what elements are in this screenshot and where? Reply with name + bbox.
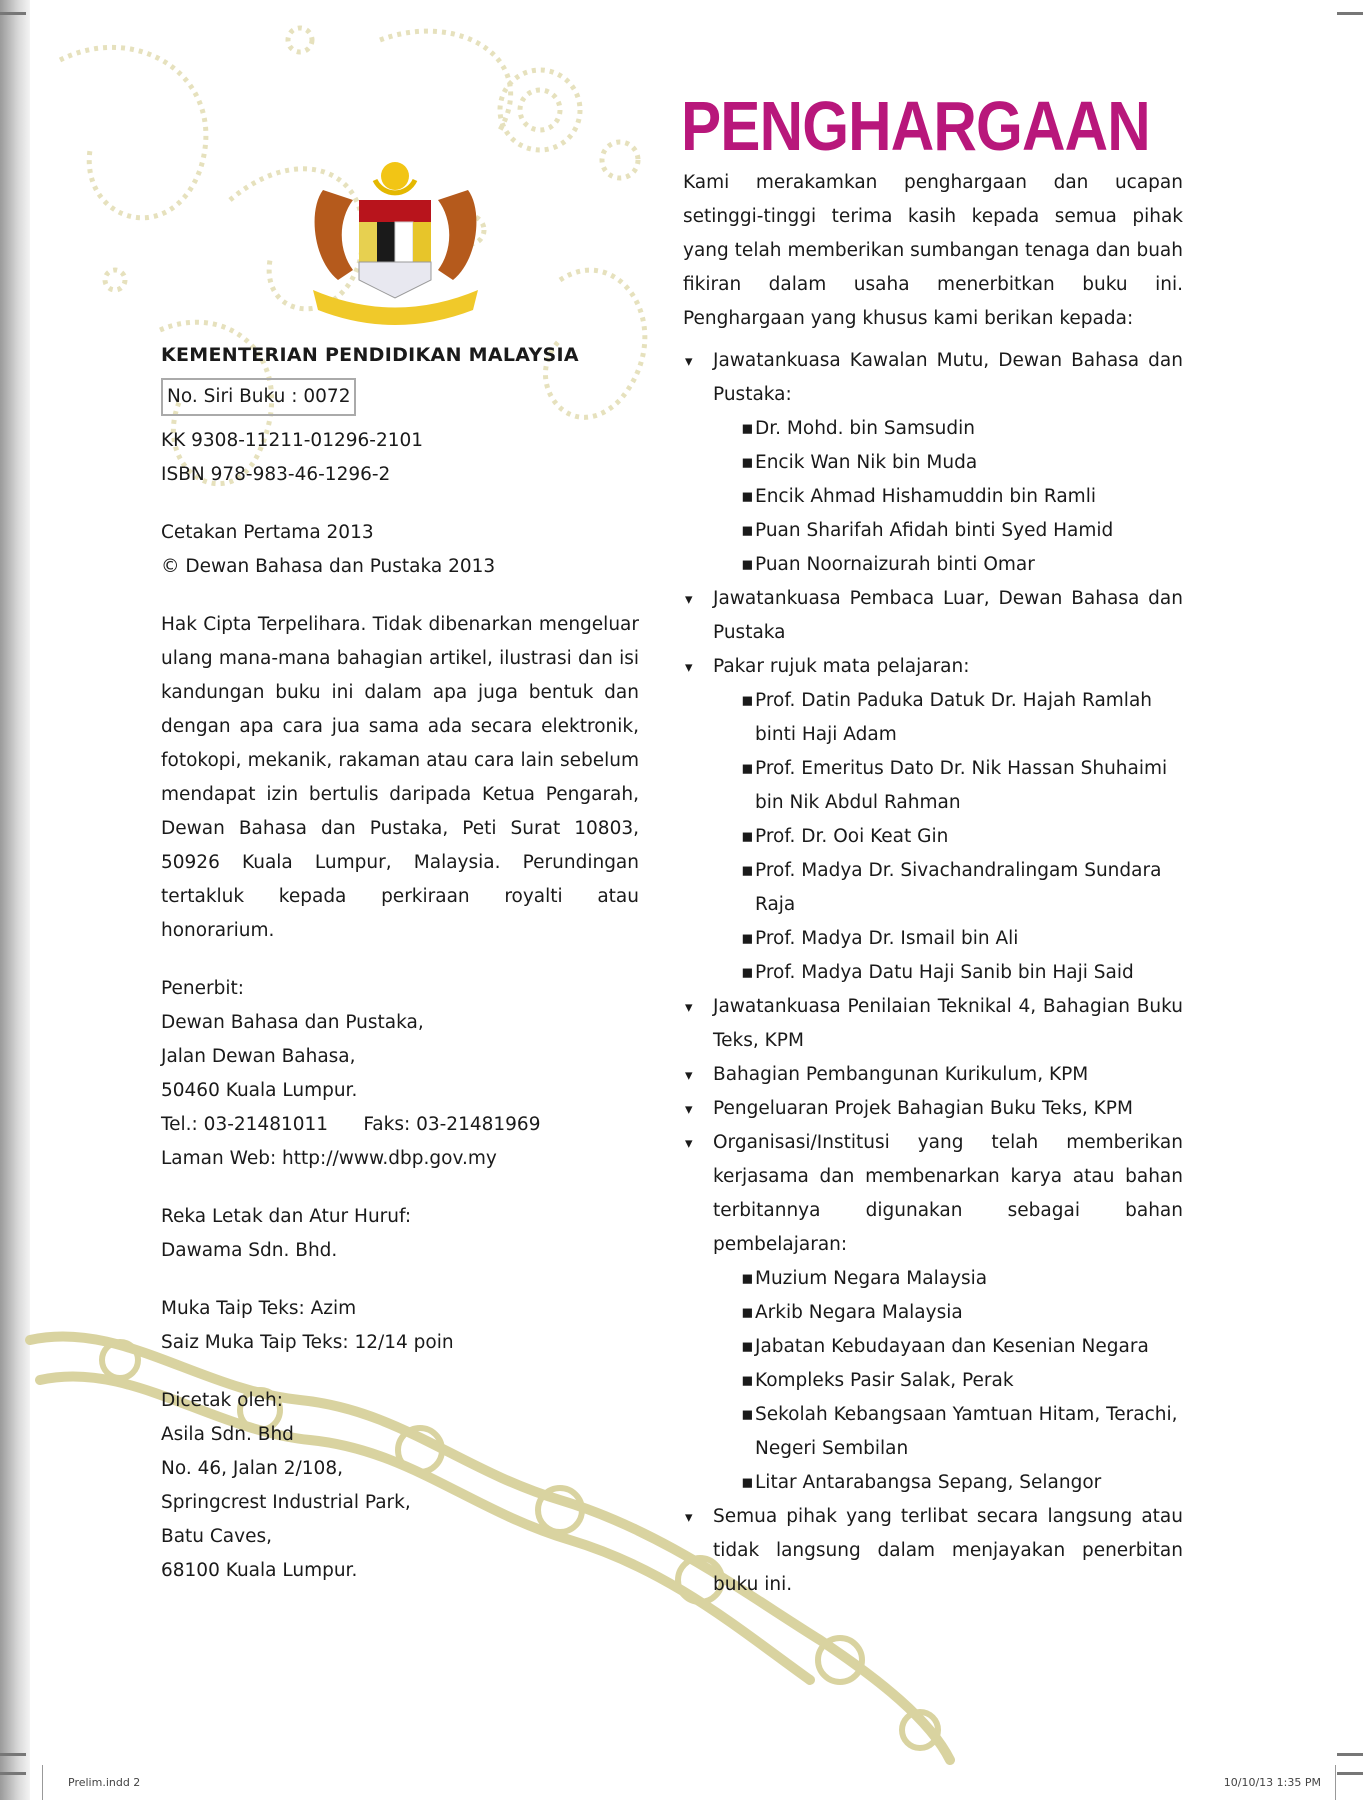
layout-company: Dawama Sdn. Bhd.: [161, 1240, 338, 1261]
acknowledgement-column: [683, 166, 1183, 1602]
sub-list-item: [713, 854, 1183, 922]
sub-list-item-text: Encik Ahmad Hishamuddin bin Ramli: [755, 486, 1096, 507]
sub-list-item-text: Litar Antarabangsa Sepang, Selangor: [755, 1472, 1102, 1493]
bullet-icon: ▪: [741, 1404, 754, 1425]
list-item-text: ▾ Pakar rujuk mata pelajaran:: [713, 656, 970, 677]
list-item-text: ▾ Jawatankuasa Kawalan Mutu, Dewan Bahasa dan Pustaka:: [713, 350, 1183, 405]
publisher-line: Jalan Dewan Bahasa,: [161, 1046, 356, 1067]
bullet-icon: ▪: [741, 554, 754, 575]
list-item-text: ▾ Jawatankuasa Pembaca Luar, Dewan Bahasa dan Pustaka: [713, 588, 1183, 643]
sub-list-item: [713, 1466, 1183, 1500]
sub-list-item-text: Kompleks Pasir Salak, Perak: [755, 1370, 1014, 1391]
bullet-icon: ▪: [741, 486, 754, 507]
list-item-text: ▾ Bahagian Pembangunan Kurikulum, KPM: [713, 1064, 1089, 1085]
sub-list-item: [713, 480, 1183, 514]
sub-list-item-text: Prof. Dr. Ooi Keat Gin: [755, 826, 949, 847]
crop-mark: [0, 1753, 26, 1756]
list-item-text: ▾ Pengeluaran Projek Bahagian Buku Teks, KPM: [713, 1098, 1133, 1119]
sub-list-item-text: Prof. Madya Datu Haji Sanib bin Haji Said: [755, 962, 1134, 983]
bullet-icon: ▪: [741, 860, 754, 881]
sub-list-item-text: Puan Noornaizurah binti Omar: [755, 554, 1035, 575]
printer-label: Dicetak oleh:: [161, 1390, 283, 1411]
printer-line: Asila Sdn. Bhd: [161, 1424, 294, 1445]
publisher-block: [161, 972, 639, 1176]
sub-list-item: [713, 1296, 1183, 1330]
sub-list-item: [713, 1364, 1183, 1398]
sub-list-item-text: Sekolah Kebangsaan Yamtuan Hitam, Terachi, Negeri Sembilan: [755, 1404, 1178, 1459]
crop-mark: [1337, 1753, 1363, 1756]
bullet-icon: ▪: [741, 520, 754, 541]
layout-label: Reka Letak dan Atur Huruf:: [161, 1206, 412, 1227]
list-item-text: ▾ Semua pihak yang terlibat secara langsung atau tidak langsung dalam menjayakan penerbitan buku ini.: [713, 1506, 1183, 1595]
crop-mark: [1337, 1772, 1363, 1775]
bullet-icon: ▪: [741, 928, 754, 949]
sub-list-item: [713, 820, 1183, 854]
page-edge-shadow: [0, 0, 30, 1800]
sub-list-item-text: Jabatan Kebudayaan dan Kesenian Negara: [755, 1336, 1149, 1357]
sub-list-item: [713, 1398, 1183, 1466]
bullet-icon: ▪: [741, 1370, 754, 1391]
malaysia-coat-of-arms-logo: [293, 150, 498, 335]
layout-block: [161, 1200, 639, 1268]
crop-mark: [1337, 12, 1363, 15]
sub-list-item-text: Encik Wan Nik bin Muda: [755, 452, 978, 473]
sub-list-item-text: Prof. Madya Dr. Sivachandralingam Sundara Raja: [755, 860, 1162, 915]
copyright-column: [161, 338, 639, 1588]
bullet-icon: ▪: [741, 758, 754, 779]
list-item: [683, 990, 1183, 1058]
serial-number-box: No. Siri Buku : 0072: [161, 378, 356, 416]
typeface-block: [161, 1292, 639, 1360]
typeface-name: Muka Taip Teks: Azim: [161, 1298, 357, 1319]
publisher-line: Dewan Bahasa dan Pustaka,: [161, 1012, 424, 1033]
printer-block: [161, 1384, 639, 1588]
list-item: [683, 650, 1183, 990]
publisher-website: Laman Web: http://www.dbp.gov.my: [161, 1148, 497, 1169]
bullet-icon: ▪: [741, 1302, 754, 1323]
sub-list-item-text: Prof. Datin Paduka Datuk Dr. Hajah Ramlah binti Haji Adam: [755, 690, 1153, 745]
crop-line: [1335, 1765, 1336, 1800]
crop-mark: [0, 12, 26, 15]
sub-list-item-text: Arkib Negara Malaysia: [755, 1302, 963, 1323]
acknowledgement-list: [683, 344, 1183, 1602]
copyright-notice: © Dewan Bahasa dan Pustaka 2013: [161, 556, 496, 577]
bullet-icon: ▪: [741, 962, 754, 983]
page-title: PENGHARGAAN: [681, 87, 1150, 165]
list-item: [683, 582, 1183, 650]
sub-list-item: [713, 684, 1183, 752]
publisher-label: Penerbit:: [161, 978, 244, 999]
sub-list-item-text: Puan Sharifah Afidah binti Syed Hamid: [755, 520, 1114, 541]
sub-list-item-text: Prof. Madya Dr. Ismail bin Ali: [755, 928, 1019, 949]
bullet-icon: ▪: [741, 1336, 754, 1357]
list-item: [683, 1126, 1183, 1500]
printer-line: Batu Caves,: [161, 1526, 272, 1547]
typeface-size: Saiz Muka Taip Teks: 12/14 poin: [161, 1332, 454, 1353]
sub-list-item: [713, 752, 1183, 820]
sub-list-item: [713, 922, 1183, 956]
footer-timestamp: 10/10/13 1:35 PM: [1223, 1776, 1321, 1789]
sub-list-item: [713, 1262, 1183, 1296]
ministry-name: KEMENTERIAN PENDIDIKAN MALAYSIA: [161, 344, 579, 366]
bullet-icon: ▪: [741, 418, 754, 439]
publisher-line: 50460 Kuala Lumpur.: [161, 1080, 358, 1101]
printer-line: No. 46, Jalan 2/108,: [161, 1458, 343, 1479]
sub-list-item-text: Muzium Negara Malaysia: [755, 1268, 988, 1289]
list-item: [683, 1092, 1183, 1126]
intro-paragraph: Kami merakamkan penghargaan dan ucapan setinggi-tinggi terima kasih kepada semua pihak yang telah memberikan sumbangan tenaga dan buah fikiran dalam usaha menerbitkan buku ini. Penghargaan yang khusus kami berikan kepada:: [683, 172, 1183, 329]
rights-statement: Hak Cipta Terpelihara. Tidak dibenarkan mengeluar ulang mana-mana bahagian artikel, ilustrasi dan isi kandungan buku ini dalam apa juga bentuk dan dengan apa cara jua sama ada secara elektronik, fotokopi, mekanik, rakaman atau cara lain sebelum mendapat izin bertulis daripada Ketua Pengarah, Dewan Bahasa dan Pustaka, Peti Surat 10803, 50926 Kuala Lumpur, Malaysia. Perundingan tertakluk kepada perkiraan royalti atau honorarium.: [161, 614, 639, 941]
bullet-icon: ▪: [741, 1472, 754, 1493]
sub-list-item: [713, 412, 1183, 446]
list-item-text: ▾ Organisasi/Institusi yang telah memberikan kerjasama dan membenarkan karya atau bahan terbitannya digunakan sebagai bahan pembelajaran:: [713, 1132, 1183, 1255]
sub-list-item: [713, 1330, 1183, 1364]
sub-list-item-text: Dr. Mohd. bin Samsudin: [755, 418, 975, 439]
sub-list-item: [713, 548, 1183, 582]
sub-list-item-text: Prof. Emeritus Dato Dr. Nik Hassan Shuhaimi bin Nik Abdul Rahman: [755, 758, 1168, 813]
bullet-icon: ▪: [741, 452, 754, 473]
printer-line: 68100 Kuala Lumpur.: [161, 1560, 358, 1581]
crop-line: [42, 1765, 43, 1800]
bullet-icon: ▪: [741, 1268, 754, 1289]
kk-number: KK 9308-11211-01296-2101: [161, 430, 424, 451]
bullet-icon: ▪: [741, 826, 754, 847]
list-item: [683, 344, 1183, 582]
sub-list-item: [713, 514, 1183, 548]
printer-line: Springcrest Industrial Park,: [161, 1492, 411, 1513]
list-item: [683, 1500, 1183, 1602]
list-item-text: ▾ Jawatankuasa Penilaian Teknikal 4, Bahagian Buku Teks, KPM: [713, 996, 1183, 1051]
bullet-icon: ▪: [741, 690, 754, 711]
sub-list-item: [713, 956, 1183, 990]
footer-filename: Prelim.indd 2: [68, 1776, 141, 1789]
publisher-phone: Tel.: 03-21481011 Faks: 03-21481969: [161, 1114, 541, 1135]
edition: Cetakan Pertama 2013: [161, 522, 374, 543]
crop-mark: [0, 1772, 26, 1775]
sub-list-item: [713, 446, 1183, 480]
list-item: [683, 1058, 1183, 1092]
isbn: ISBN 978-983-46-1296-2: [161, 464, 391, 485]
